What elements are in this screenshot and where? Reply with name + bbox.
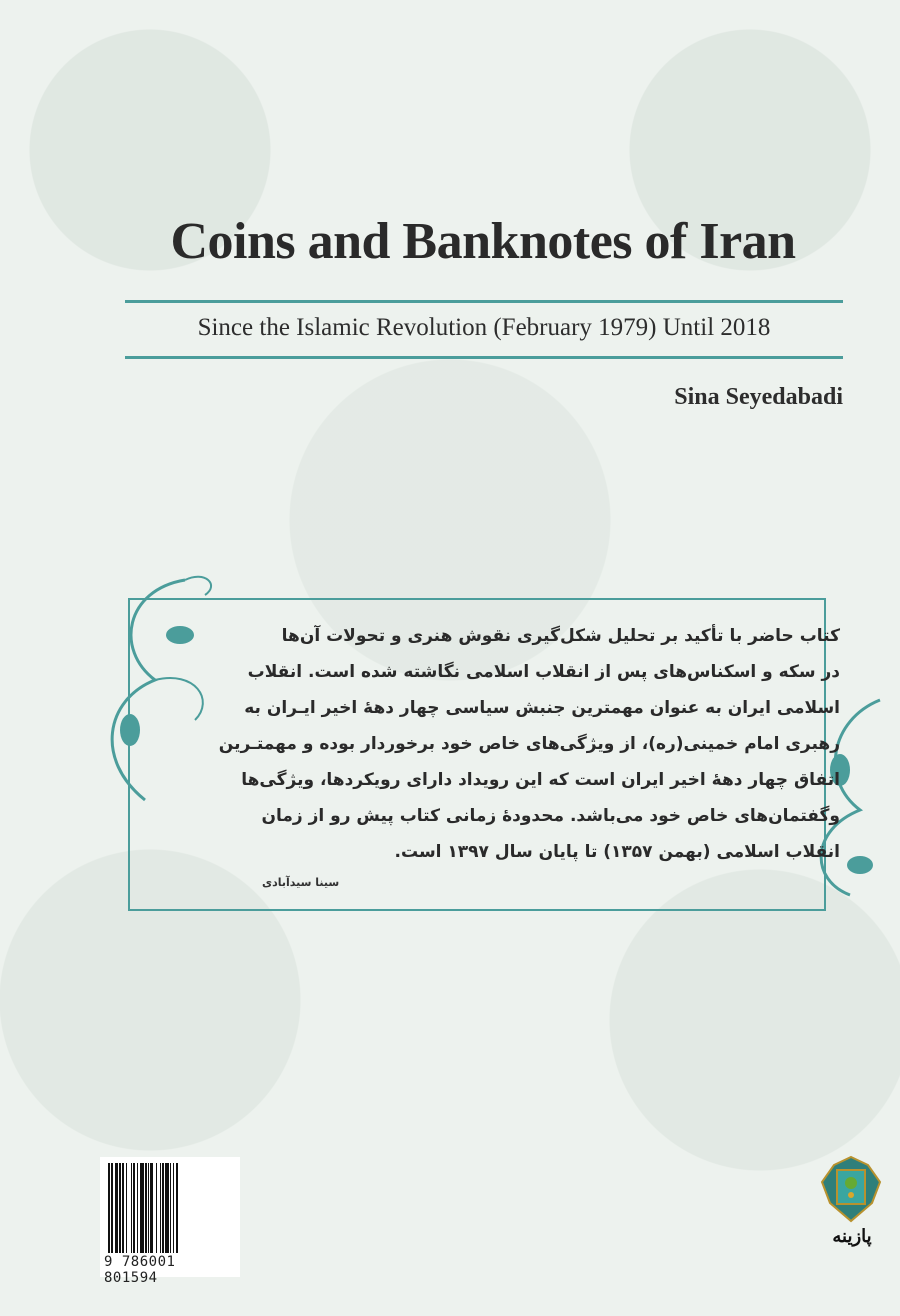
barcode-bars bbox=[108, 1163, 232, 1253]
book-title: Coins and Banknotes of Iran bbox=[170, 213, 796, 270]
author-name: Sina Seyedabadi bbox=[674, 384, 843, 410]
blurb-line: وگفتمان‌های خاص خود می‌باشد. محدودهٔ زمانی کتاب پیش رو از زمان bbox=[261, 806, 840, 826]
blurb-text bbox=[140, 618, 840, 870]
blurb-line: اتفاق چهار دههٔ اخیر ایران است که این رویداد دارای رویکردها، ویژگی‌ها bbox=[241, 770, 840, 790]
isbn-number: 9 786001 801594 bbox=[104, 1254, 176, 1286]
barcode-gap bbox=[178, 1163, 179, 1253]
blurb-line: اسلامی ایران به عنوان مهمترین جنبش سیاسی چهار دههٔ اخیر ایـران به bbox=[244, 698, 840, 718]
isbn-barcode bbox=[100, 1157, 240, 1286]
title-divider-bottom bbox=[125, 356, 843, 359]
blurb-line: کتاب حاضر با تأکید بر تحلیل شکل‌گیری نقوش هنری و تحولات آن‌ها bbox=[281, 626, 840, 646]
book-subtitle: Since the Islamic Revolution (February 1979) Until 2018 bbox=[197, 314, 771, 341]
blurb-signature: سینا سیدآبادی bbox=[262, 876, 340, 889]
publisher-logo-icon bbox=[820, 1155, 882, 1225]
blurb-line: رهبری امام خمینی(ره)، از ویژگی‌های خاص خود برخوردار بوده و مهمتـرین bbox=[218, 734, 840, 754]
blurb-line: انقلاب اسلامی (بهمن ۱۳۵۷) تا پایان سال ۱۳۹۷ است. bbox=[394, 842, 840, 862]
publisher-name: پازینه bbox=[832, 1226, 872, 1247]
blurb-line: در سکه و اسکناس‌های پس از انقلاب اسلامی نگاشته شده است. انقلاب bbox=[247, 662, 840, 682]
title-divider-top bbox=[125, 300, 843, 303]
